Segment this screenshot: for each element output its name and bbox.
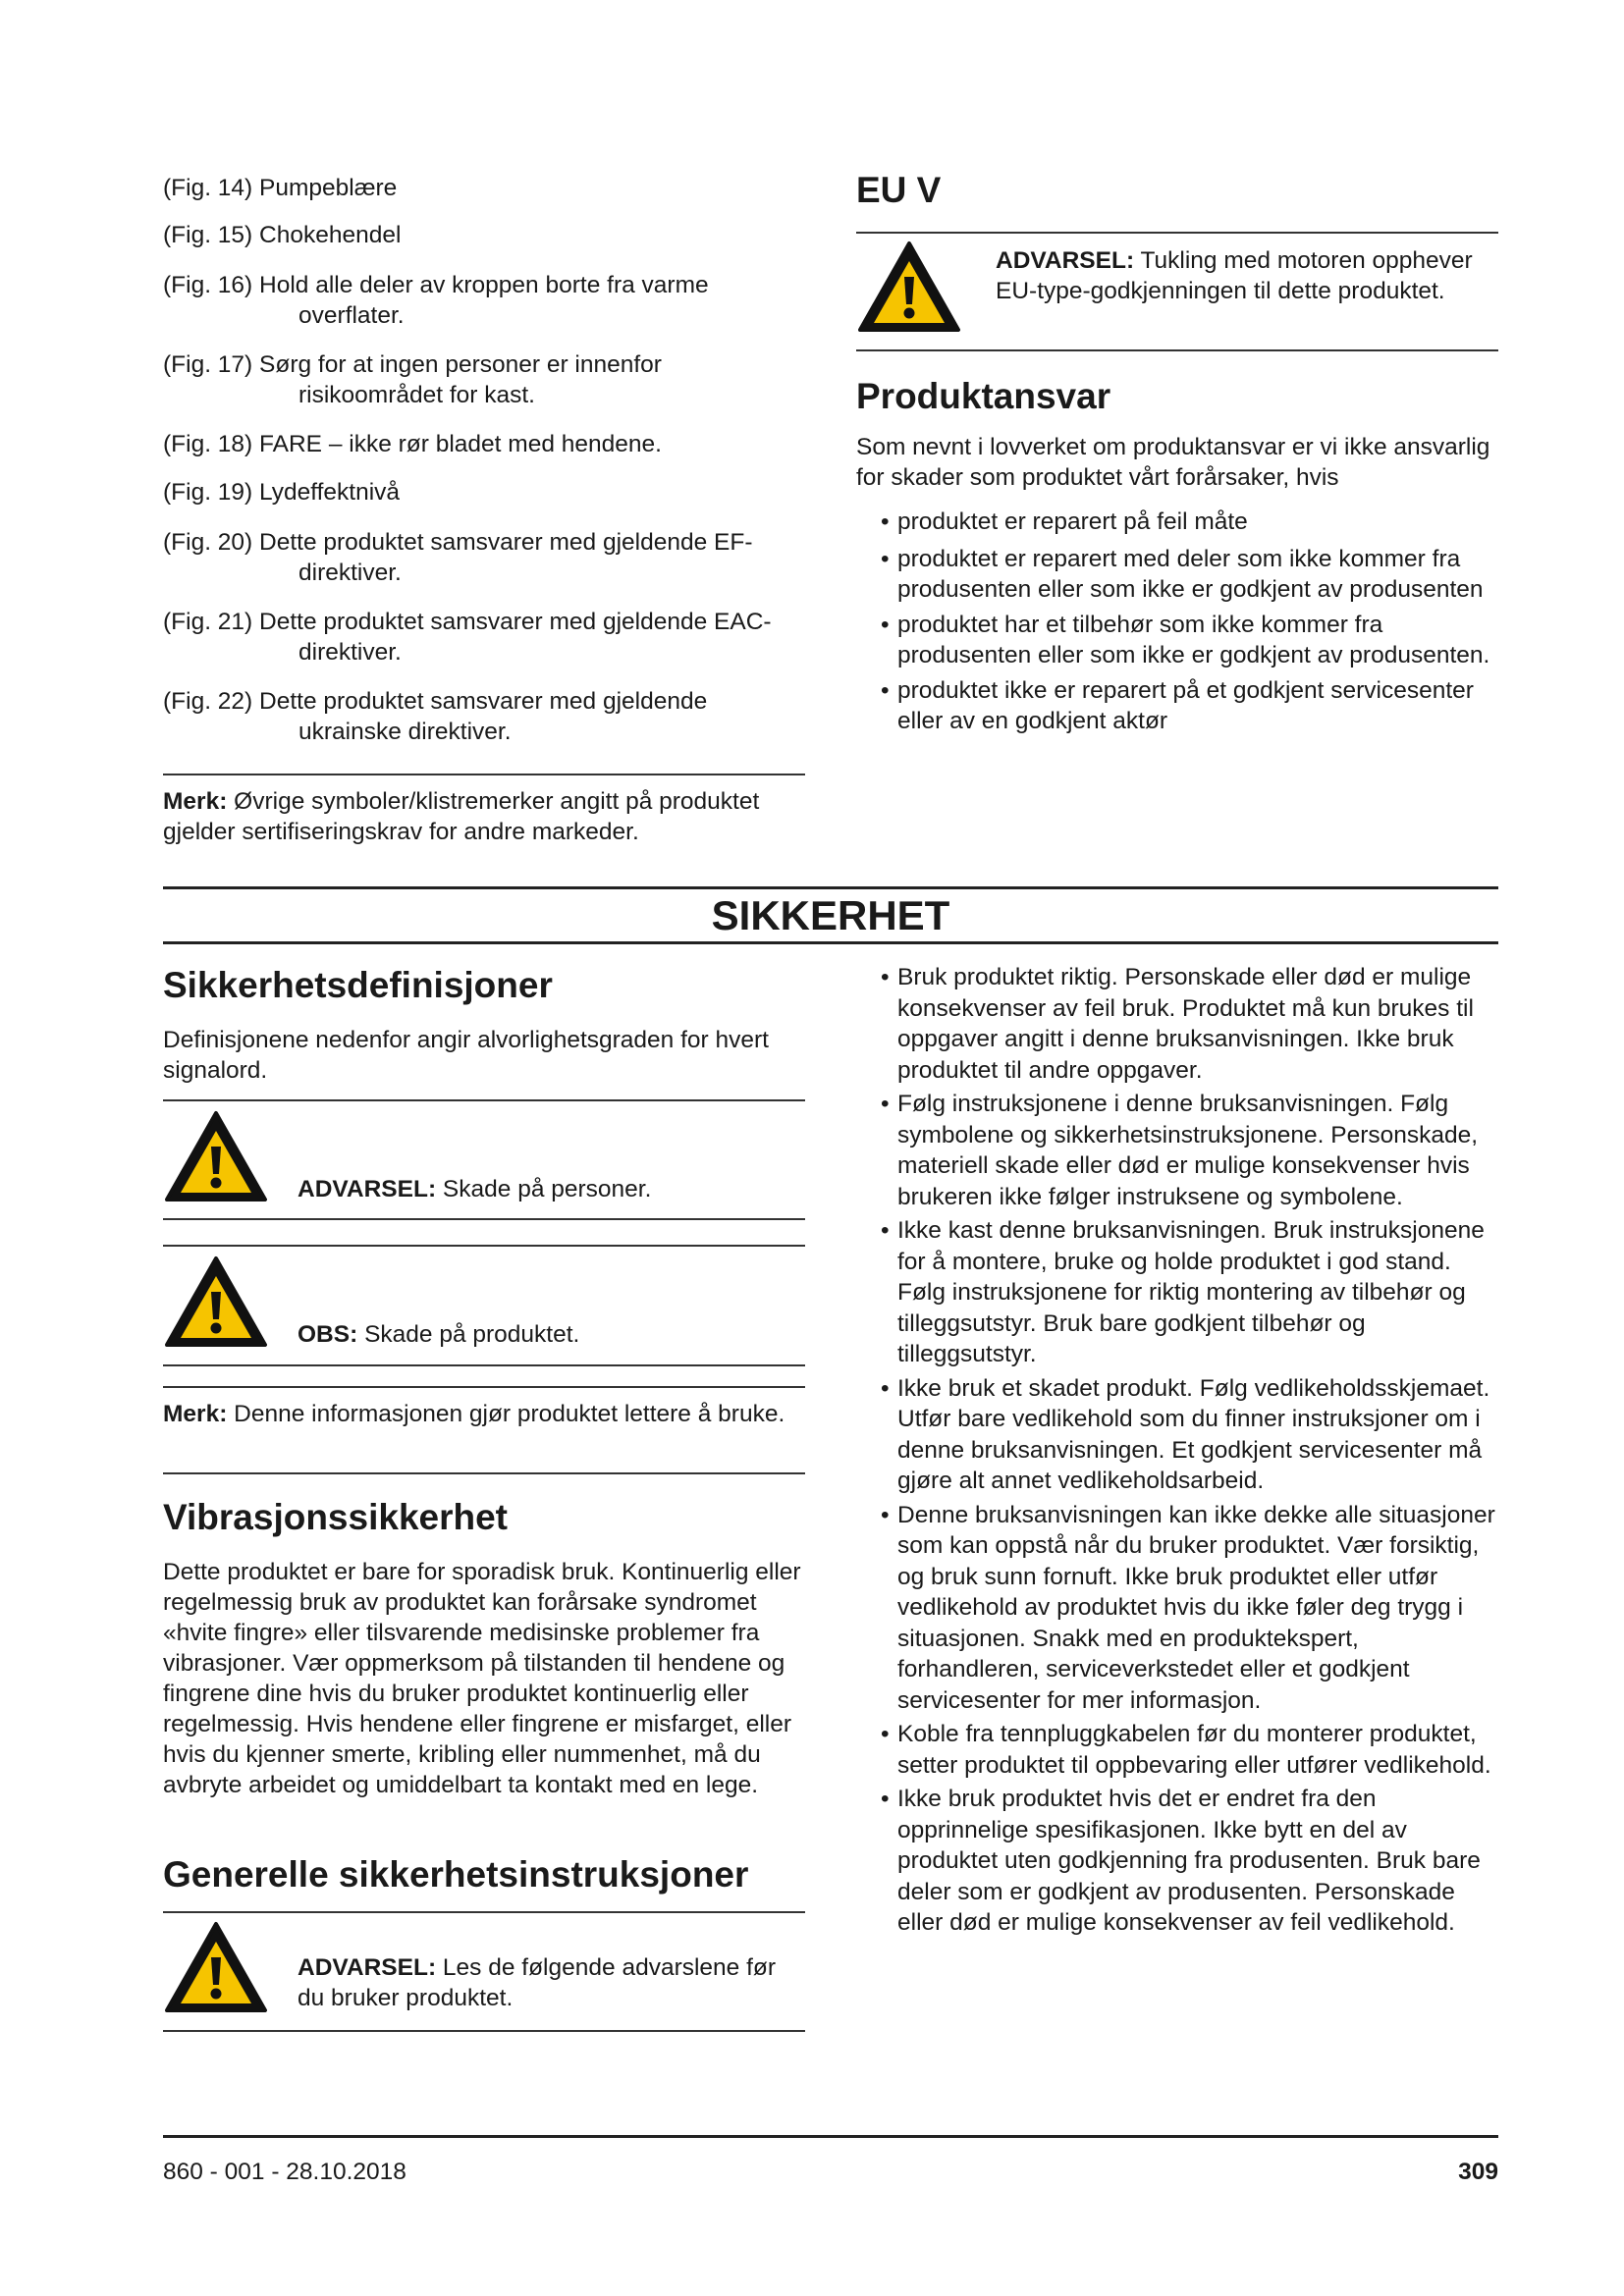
list-item: • Ikke bruk produktet hvis det er endret fra den opprinnelige spesifikasjonen. Ikke bytt en del av produktet uten godkjenning fra produsenten. Bruk bare deler som er godkjent av produsenten. Personskade eller død er mulige konsekvenser av feil vedlikehold. bbox=[881, 1786, 1481, 1936]
list-item: • produktet har et tilbehør som ikke kommer fra produsenten eller som ikke er godkjent av produsenten. bbox=[881, 611, 1490, 668]
warning-box-eu-v bbox=[856, 240, 1498, 338]
divider bbox=[163, 1245, 805, 1247]
figure-legend-item: (Fig. 14) Pumpeblære bbox=[163, 175, 398, 201]
divider bbox=[163, 1364, 805, 1366]
list-item: • Følg instruksjonene i denne bruksanvisningen. Følg symbolene og sikkerhetsinstruksjonene. Personskade, materiell skade eller død er mulige konsekvenser hvis brukeren ikke følger instruksene og symbolene. bbox=[881, 1091, 1479, 1210]
warning-text: ADVARSEL: Les de følgende advarslene før du bruker produktet. bbox=[298, 1954, 777, 2011]
warning-text: ADVARSEL: Skade på personer. bbox=[298, 1176, 652, 1202]
footer-rule bbox=[163, 2135, 1498, 2138]
list-item: • Bruk produktet riktig. Personskade eller død er mulige konsekvenser av feil bruk. Produktet må kun brukes til oppgaver angitt i denne bruksanvisningen. Ikke bruk produktet til andre oppgaver. bbox=[881, 964, 1474, 1084]
list-item: • produktet er reparert på feil måte bbox=[881, 508, 1248, 535]
warning-triangle-icon bbox=[856, 240, 962, 334]
footer-doc-id: 860 - 001 - 28.10.2018 bbox=[163, 2159, 406, 2185]
figure-legend-item: (Fig. 18) FARE – ikke rør bladet med hendene. bbox=[163, 431, 662, 457]
warning-text: OBS: Skade på produktet. bbox=[298, 1321, 580, 1348]
divider bbox=[163, 1386, 805, 1388]
list-item: • Denne bruksanvisningen kan ikke dekke alle situasjoner som kan oppstå når du bruker produktet. Vær forsiktig, og bruk sunn fornuft. Ikke bruk produktet eller utfør vedlikehold av produktet hvis du ikke føler deg trygg i situasjonen. Snakk med en produktekspert, forhandleren, serviceverkstedet eller et godkjent servicesenter for mer informasjon. bbox=[881, 1501, 1495, 1714]
figure-legend-list bbox=[163, 173, 805, 747]
page-number: 309 bbox=[1458, 2159, 1498, 2185]
list-item: • Ikke bruk et skadet produkt. Følg vedlikeholdsskjemaet. Utfør bare vedlikehold som du finner instruksjoner om i denne bruksanvisningen. Et godkjent servicesenter må gjøre alt annet vedlikeholdsarbeid. bbox=[881, 1374, 1490, 1494]
divider bbox=[856, 349, 1498, 351]
figure-legend-item: (Fig. 21) Dette produktet samsvarer med gjeldende EAC-direktiver. bbox=[163, 609, 772, 666]
list-item: • produktet er reparert med deler som ikke kommer fra produsenten eller som ikke er godkjent av produsenten bbox=[881, 545, 1484, 603]
note-paragraph: Merk: Øvrige symboler/klistremerker angitt på produktet gjelder sertifiseringskrav for andre markeder. bbox=[163, 788, 760, 845]
heading-vibrasjonssikkerhet: Vibrasjonssikkerhet bbox=[163, 1497, 508, 1537]
heading-eu-v: EU V bbox=[856, 170, 942, 210]
figure-legend-item: (Fig. 20) Dette produktet samsvarer med gjeldende EF-direktiver. bbox=[163, 529, 753, 586]
warning-box-generelle bbox=[163, 1920, 805, 2018]
list-item: • Ikke kast denne bruksanvisningen. Bruk instruksjonene for å montere, bruke og holde produktet i god stand. Følg instruksjonene for riktig montering av tilbehør og tilleggsutstyr. Bruk bare godkjent tilbehør og tilleggsutstyr. bbox=[881, 1217, 1485, 1367]
vibrasjon-text: Dette produktet er bare for sporadisk bruk. Kontinuerlig eller regelmessig bruk av produktet kan forårsake syndromet «hvite fingre» eller tilsvarende medisinske problemer fra vibrasjoner. Vær oppmerksom på tilstanden til hendene og fingrene dine hvis du bruker produktet kontinuerlig eller regelmessig. Hvis hendene eller fingrene er misfarget, eller hvis du kjenner smerte, kribling eller nummenhet, må du avbryte arbeidet og umiddelbart ta kontakt med en lege. bbox=[163, 1559, 801, 1798]
divider bbox=[163, 1218, 805, 1220]
figure-legend-item: (Fig. 19) Lydeffektnivå bbox=[163, 479, 401, 506]
figure-legend-item: (Fig. 22) Dette produktet samsvarer med gjeldende ukrainske direktiver. bbox=[163, 688, 708, 745]
note-paragraph: Merk: Denne informasjonen gjør produktet lettere å bruke. bbox=[163, 1401, 785, 1427]
heading-sikkerhetsdefinisjoner: Sikkerhetsdefinisjoner bbox=[163, 965, 553, 1005]
produktansvar-list bbox=[856, 507, 1498, 737]
produktansvar-intro: Som nevnt i lovverket om produktansvar er vi ikke ansvarlig for skader som produktet vårt forårsaker, hvis bbox=[856, 434, 1490, 491]
warning-triangle-icon bbox=[163, 1255, 269, 1349]
warning-box-advarsel bbox=[163, 1109, 805, 1207]
heading-produktansvar: Produktansvar bbox=[856, 376, 1111, 416]
section-title: SIKKERHET bbox=[711, 892, 950, 938]
safety-instructions-list bbox=[856, 962, 1498, 1939]
divider bbox=[163, 1911, 805, 1913]
divider bbox=[856, 232, 1498, 234]
warning-text: ADVARSEL: Tukling med motoren opphever EU-type-godkjenningen til dette produktet. bbox=[996, 247, 1473, 304]
list-item: • produktet ikke er reparert på et godkjent servicesenter eller av en godkjent aktør bbox=[881, 676, 1474, 734]
figure-legend-item: (Fig. 17) Sørg for at ingen personer er innenfor risikoområdet for kast. bbox=[163, 351, 662, 408]
list-item: • Koble fra tennpluggkabelen før du monterer produktet, setter produktet til oppbevaring eller utfører vedlikehold. bbox=[881, 1721, 1491, 1779]
divider bbox=[163, 774, 805, 775]
divider bbox=[163, 2030, 805, 2032]
figure-legend-item: (Fig. 15) Chokehendel bbox=[163, 222, 402, 248]
section-rule-bottom bbox=[163, 941, 1498, 944]
figure-legend-item: (Fig. 16) Hold alle deler av kroppen borte fra varme overflater. bbox=[163, 272, 709, 329]
section-rule-top bbox=[163, 886, 1498, 889]
divider bbox=[163, 1099, 805, 1101]
divider bbox=[163, 1472, 805, 1474]
sikkerhetsdef-intro: Definisjonene nedenfor angir alvorlighetsgraden for hvert signalord. bbox=[163, 1027, 769, 1084]
heading-generelle-sikkerhetsinstruksjoner: Generelle sikkerhetsinstruksjoner bbox=[163, 1854, 749, 1895]
warning-triangle-icon bbox=[163, 1109, 269, 1203]
warning-box-obs bbox=[163, 1255, 805, 1353]
warning-triangle-icon bbox=[163, 1920, 269, 2014]
